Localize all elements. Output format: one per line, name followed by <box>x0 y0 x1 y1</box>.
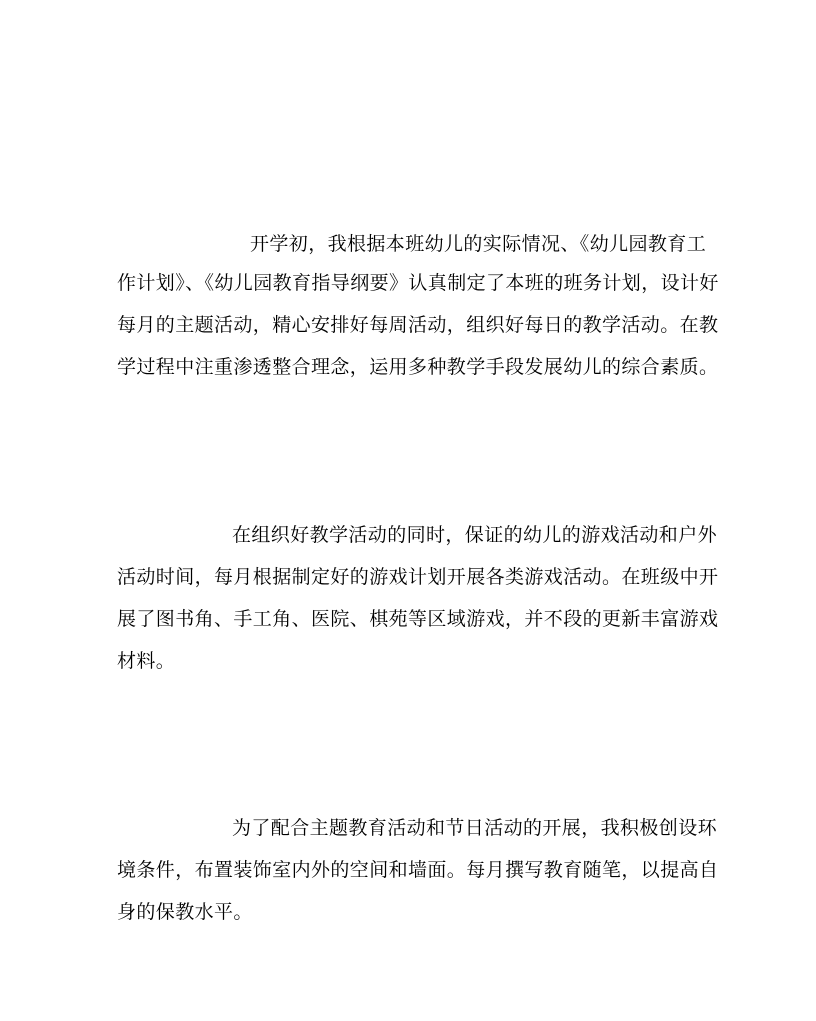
paragraph-line: 材料。 <box>117 650 176 672</box>
paragraph-line: 为了配合主题教育活动和节日活动的开展，我积极创设环 <box>232 817 718 839</box>
paragraph-line: 学过程中注重渗透整合理念，运用多种教学手段发展幼儿的综合素质。 <box>117 356 719 378</box>
paragraph-line: 展了图书角、手工角、医院、棋苑等区域游戏，并不段的更新丰富游戏 <box>117 608 719 630</box>
paragraph-line: 作计划》、《幼儿园教育指导纲要》认真制定了本班的班务计划，设计好 <box>117 272 719 294</box>
paragraph-line: 活动时间，每月根据制定好的游戏计划开展各类游戏活动。在班级中开 <box>117 566 719 588</box>
paragraph-line: 在组织好教学活动的同时，保证的幼儿的游戏活动和户外 <box>232 524 718 546</box>
paragraph-line: 身的保教水平。 <box>117 901 253 923</box>
paragraph-line: 开学初，我根据本班幼儿的实际情况、《幼儿园教育工 <box>250 233 707 255</box>
paragraph-line: 境条件，布置装饰室内外的空间和墙面。每月撰写教育随笔，以提高自 <box>117 859 719 881</box>
paragraph-line: 每月的主题活动，精心安排好每周活动，组织好每日的教学活动。在教 <box>117 314 719 336</box>
